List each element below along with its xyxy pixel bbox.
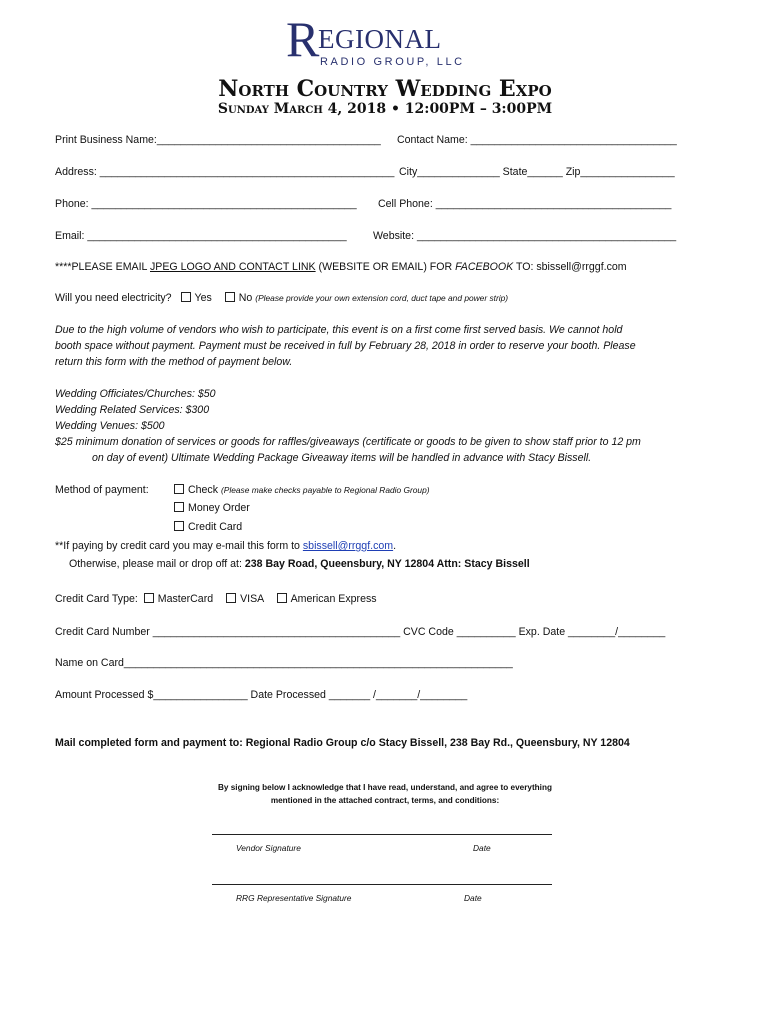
mail-dropoff-pre: Otherwise, please mail or drop off at: [69, 558, 245, 570]
address-field[interactable]: Address: __________________________________________________ [55, 166, 395, 178]
facebook-post: TO: sbissell@rrggf.com [513, 261, 627, 273]
vendor-signature-line[interactable] [212, 834, 552, 835]
cc-email-post: . [393, 540, 397, 552]
vendor-date-label: Date [473, 843, 491, 853]
acknowledge-line-2: mentioned in the attached contract, terms, and conditions: [270, 796, 500, 805]
amex-label: American Express [290, 593, 377, 605]
mastercard-label: MasterCard [157, 593, 214, 605]
electricity-yes-label: Yes [194, 292, 212, 304]
vendor-signature-label: Vendor Signature [236, 843, 301, 853]
page-title: North Country Wedding Expo [218, 76, 552, 102]
electricity-question: Will you need electricity? [55, 292, 172, 304]
electricity-yes-checkbox[interactable] [181, 292, 191, 302]
city-state-zip-field[interactable]: City______________ State______ Zip________________ [399, 166, 675, 178]
rrg-signature-line[interactable] [212, 884, 552, 885]
facebook-link-text: JPEG LOGO AND CONTACT LINK [150, 261, 316, 273]
logo-initial: R [286, 11, 320, 67]
payment-method-label: Method of payment: [55, 484, 149, 496]
notice-line-2: booth space without payment. Payment must be received in full by February 28, 2018 in order to reserve your booth. Please [55, 340, 636, 352]
price-donation: $25 minimum donation of services or goods for raffles/giveaways (certificate or goods to be given to show staff prior to 12 pm [55, 436, 641, 448]
price-services: Wedding Related Services: $300 [55, 404, 210, 416]
facebook-pre: ****PLEASE EMAIL [55, 261, 150, 273]
mail-dropoff-line [69, 558, 530, 570]
amex-checkbox[interactable] [277, 593, 287, 603]
check-label: Check [188, 484, 219, 496]
electricity-row [55, 292, 508, 304]
electricity-no-checkbox[interactable] [225, 292, 235, 302]
name-on-card-field[interactable]: Name on Card__________________________________________________________________ [55, 657, 513, 669]
facebook-word: FACEBOOK [455, 261, 514, 273]
price-donation-cont: on day of event) Ultimate Wedding Package Giveaway items will be handled in advance with Stacy Bissell. [92, 452, 592, 464]
rrg-date-label: Date [464, 893, 482, 903]
electricity-note: (Please provide your own extension cord, duct tape and power strip) [255, 293, 509, 303]
notice-line-3: return this form with the method of payment below. [55, 356, 293, 368]
phone-field[interactable]: Phone: _____________________________________________ [55, 198, 357, 210]
business-name-field[interactable]: Print Business Name:______________________________________ [55, 134, 381, 146]
price-venues: Wedding Venues: $500 [55, 420, 165, 432]
website-field[interactable]: Website: ____________________________________________ [373, 230, 677, 242]
payment-money-order-option [174, 502, 250, 514]
amount-processed-field[interactable]: Amount Processed $________________ Date Processed _______ /_______/________ [55, 689, 468, 701]
facebook-instructions [55, 261, 627, 273]
credit-card-label: Credit Card [188, 521, 243, 533]
check-note: (Please make checks payable to Regional Radio Group) [220, 485, 430, 495]
electricity-no-label: No [238, 292, 253, 304]
email-field[interactable]: Email: ____________________________________________ [55, 230, 347, 242]
event-date: Sunday March 4, 2018 • 12:00PM – 3:00PM [217, 101, 553, 117]
price-officiates: Wedding Officiates/Churches: $50 [55, 388, 216, 400]
logo-wordmark: EGIONAL [318, 24, 442, 54]
cc-email-line [55, 540, 396, 552]
cc-email-pre: **If paying by credit card you may e-mail this form to [55, 540, 303, 552]
money-order-checkbox[interactable] [174, 502, 184, 512]
logo-subtitle: RADIO GROUP, LLC [320, 56, 465, 68]
card-type-row [55, 593, 377, 605]
rrg-signature-label: RRG Representative Signature [236, 893, 352, 903]
payment-check-option [174, 484, 430, 496]
check-checkbox[interactable] [174, 484, 184, 494]
company-logo [286, 11, 476, 74]
mail-dropoff-address: 238 Bay Road, Queensbury, NY 12804 Attn: Stacy Bissell [244, 558, 530, 570]
money-order-label: Money Order [188, 502, 250, 514]
facebook-mid: (WEBSITE OR EMAIL) FOR [315, 261, 456, 273]
card-number-field[interactable]: Credit Card Number __________________________________________ CVC Code __________ Exp. Date ________/________ [55, 626, 666, 638]
mastercard-checkbox[interactable] [144, 593, 154, 603]
payment-credit-card-option [174, 521, 242, 533]
visa-label: VISA [240, 593, 264, 605]
visa-checkbox[interactable] [226, 593, 236, 603]
contact-name-field[interactable]: Contact Name: ___________________________________ [397, 134, 677, 146]
credit-card-checkbox[interactable] [174, 521, 184, 531]
card-type-label: Credit Card Type: [55, 593, 138, 605]
notice-line-1: Due to the high volume of vendors who wish to participate, this event is on a first come first served basis. We cannot hold [55, 324, 623, 336]
mail-to-instructions: Mail completed form and payment to: Regional Radio Group c/o Stacy Bissell, 238 Bay Rd., Queensbury, NY 12804 [55, 737, 630, 749]
acknowledge-line-1: By signing below I acknowledge that I have read, understand, and agree to everything [218, 783, 552, 792]
cc-email-link[interactable]: sbissell@rrggf.com [302, 540, 394, 552]
cell-phone-field[interactable]: Cell Phone: ________________________________________ [378, 198, 672, 210]
